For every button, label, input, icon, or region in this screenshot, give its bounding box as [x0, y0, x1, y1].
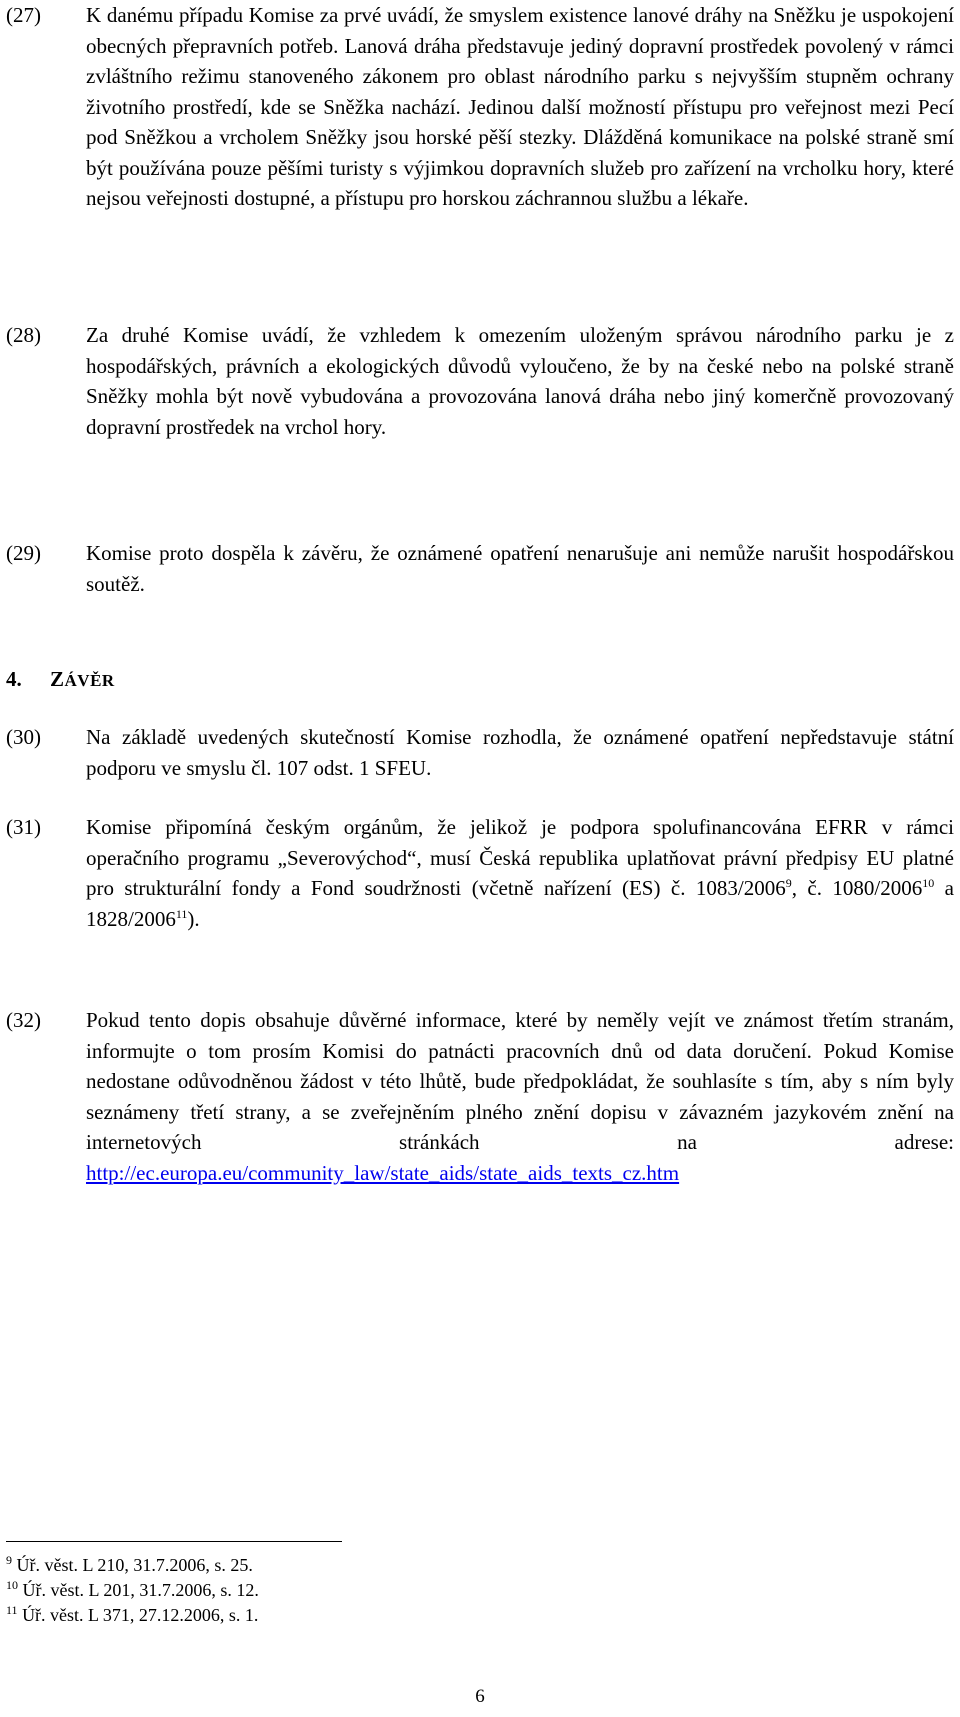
paragraph-number: (31)	[6, 815, 41, 839]
footnote-ref: 10	[922, 876, 935, 890]
paragraph-text: Na základě uvedených skutečností Komise rozhodla, že oznámené opatření nepředstavuje státní podporu ve smyslu čl. 107 odst. 1 SFEU.	[86, 725, 954, 780]
footnote-item: $^9$ Úř. věst. L 210, 31.7.2006, s. 25.	[6, 1553, 253, 1575]
section-heading	[6, 664, 115, 697]
footnote-item: $^{11}$ Úř. věst. L 371, 27.12.2006, s. 1.	[6, 1603, 259, 1625]
paragraph-29	[6, 538, 954, 599]
paragraph-27	[6, 0, 954, 214]
paragraph-30	[6, 722, 954, 783]
paragraph-number: (29)	[6, 541, 41, 565]
paragraph-31	[6, 812, 954, 934]
state-aids-link[interactable]: http://ec.europa.eu/community_law/state_aids/state_aids_texts_cz.htm	[86, 1160, 680, 1185]
paragraph-text: K danému případu Komise za prvé uvádí, že smyslem existence lanové dráhy na Sněžku je uspokojení obecných přepravních potřeb. Lanová dráha představuje jediný dopravní prostředek povolený v rámci zvláštního režimu stanoveného zákonem pro oblast národního parku s nejvyšším stupněm ochrany životního prostředí, kde se Sněžka nachází. Jedinou další možností přístupu pro veřejnost mezi Pecí pod Sněžkou a vrcholem Sněžky jsou horské pěší stezky. Dlážděná komunikace na polské straně smí být používána pouze pěšími turisty s výjimkou dopravních služeb pro zařízení na vrcholku hory, které nejsou veřejnosti dostupné, a přístupu pro horskou záchrannou službu a lékaře.	[86, 3, 954, 210]
page-number: 6	[475, 1686, 485, 1707]
paragraph-number: (28)	[6, 323, 41, 347]
footnote-item: $^{10}$ Úř. věst. L 201, 31.7.2006, s. 12.	[6, 1578, 259, 1600]
paragraph-28	[6, 320, 954, 442]
footnote-divider	[6, 1541, 342, 1542]
paragraph-text: Za druhé Komise uvádí, že vzhledem k omezením uloženým správou národního parku je z hospodářských, právních a ekologických důvodů vyloučeno, že by na české nebo na polské straně Sněžky mohla být nově vybudována a provozována lanová dráha nebo jiný komerčně provozovaný dopravní prostředek na vrchol hory.	[86, 323, 954, 439]
section-number: 4.	[6, 667, 22, 691]
paragraph-number: (32)	[6, 1008, 41, 1032]
section-title: ZÁVĚR	[50, 667, 115, 691]
paragraph-text: Pokud tento dopis obsahuje důvěrné informace, které by neměly vejít ve známost třetím stranám, informujte o tom prosím Komisi do patnácti pracovních dnů od data doručení. Pokud Komise nedostane odůvodněnou žádost v této lhůtě, bude předpokládat, že souhlasíte s tím, aby s ním byly seznámeny třetí strany, a se zveřejněním plného znění dopisu v závazném jazykovém znění na internetových stránkách na adrese: http://ec.europa.eu/community_law/state_aids/state_aids_texts_cz.htm	[86, 1008, 954, 1185]
paragraph-text: Komise proto dospěla k závěru, že oznámené opatření nenarušuje ani nemůže narušit hospodářskou soutěž.	[86, 541, 954, 596]
paragraph-32	[6, 1005, 954, 1188]
footnote-ref: 9	[785, 876, 792, 890]
paragraph-number: (27)	[6, 3, 41, 27]
footnotes	[6, 1553, 259, 1628]
paragraph-number: (30)	[6, 725, 41, 749]
footnote-ref: 11	[175, 906, 188, 921]
paragraph-text: Komise připomíná českým orgánům, že jelikož je podpora spolufinancována EFRR v rámci operačního programu „Severovýchod“, musí Česká republika uplatňovat právní předpisy EU platné pro strukturální fondy a Fond soudržnosti (včetně nařízení (ES) č. 1083/2006$^9$, č. 1080/2006$^{10}$ a 1828/2006$^{11}$).	[86, 815, 954, 931]
